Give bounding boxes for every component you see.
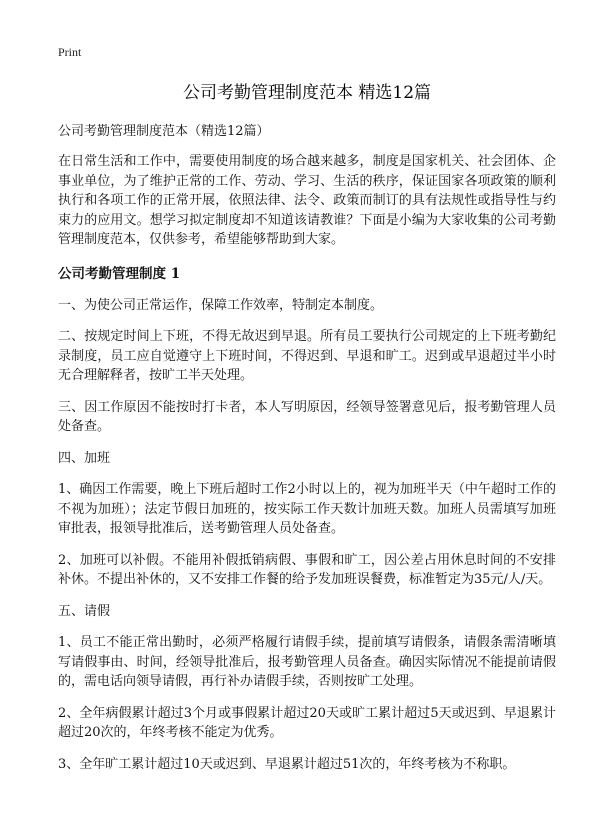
paragraph-overtime-1: 1、确因工作需要，晚上下班后超时工作2小时以上的，视为加班半天（中午超时工作的不视为加班）；法定节假日加班的，按实际工作天数计加班天数。加班人员需填写加班审批表，报领导批准后，送考勤管理人员处备查。 — [58, 482, 556, 536]
paragraph-leave-1: 1、员工不能正常出勤时，必须严格履行请假手续，提前填写请假条，请假条需清晰填写请假事由、时间，经领导批准后，报考勤管理人员备查。确因实际情况不能提前请假的，需电话向领导请假，再行补办请假手续，否则按旷工处理。 — [58, 635, 556, 689]
paragraph-1: 一、为使公司正常运作，保障工作效率，特制定本制度。 — [58, 297, 384, 313]
intro-paragraph: 在日常生活和工作中，需要使用制度的场合越来越多，制度是国家机关、社会团体、企事业单位，为了维护正常的工作、劳动、学习、生活的秩序，保证国家各项政策的顺利执行和各项工作的正常开展，依照法律、法令、政策而制订的具有法规性或指导性与约束力的应用文。想学习拟定制度却不知道该请教谁？下面是小编为大家收集的公司考勤管理制度范本，仅供参考，希望能够帮助到大家。 — [58, 154, 556, 247]
paragraph-overtime-2: 2、加班可以补假。不能用补假抵销病假、事假和旷工，因公差占用休息时间的不安排补休。不提出补休的，又不安排工作餐的给予发加班误餐费，标准暂定为35元/人/天。 — [58, 552, 556, 587]
paragraph-leave-heading: 五、请假 — [58, 603, 111, 619]
print-label[interactable]: Print — [58, 45, 82, 59]
document-subtitle: 公司考勤管理制度范本（精选12篇） — [58, 124, 270, 139]
document-title: 公司考勤管理制度范本 精选12篇 — [182, 83, 432, 103]
paragraph-leave-2: 2、全年病假累计超过3个月或事假累计超过20天或旷工累计超过5天或迟到、早退累计超过20次的，年终考核不能定为优秀。 — [58, 705, 556, 740]
paragraph-overtime-heading: 四、加班 — [58, 450, 111, 466]
section-heading: 公司考勤管理制度 1 — [58, 265, 181, 282]
paragraph-3: 三、因工作原因不能按时打卡者，本人写明原因，经领导签署意见后，报考勤管理人员处备查。 — [58, 399, 556, 434]
paragraph-leave-3: 3、全年旷工累计超过10天或迟到、早退累计超过51次的，年终考核为不称职。 — [58, 756, 516, 772]
paragraph-2: 二、按规定时间上下班，不得无故迟到早退。所有员工要执行公司规定的上下班考勤纪录制度，员工应自觉遵守上下班时间，不得迟到、早退和旷工。迟到或早退超过半小时无合理解释者，按旷工半天处理。 — [58, 329, 556, 383]
